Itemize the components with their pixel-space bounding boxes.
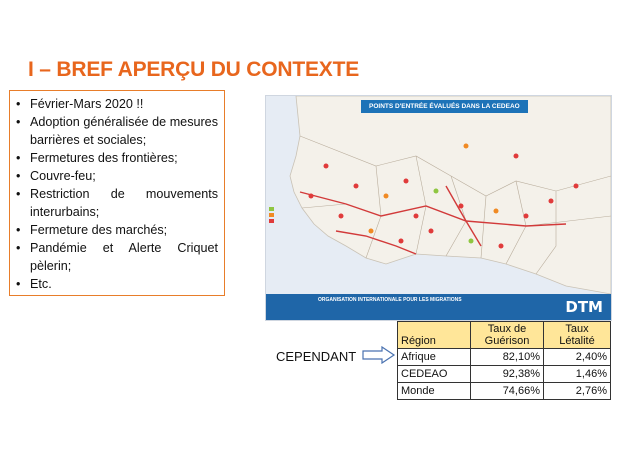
table-header-row [398, 322, 611, 349]
table-row [398, 366, 611, 383]
bullet-item: • Février-Mars 2020 !! [16, 95, 218, 113]
arrow-right-icon [362, 346, 396, 364]
bullet-item: • Etc. [16, 275, 218, 293]
slide-title: I – BREF APERÇU DU CONTEXTE [28, 58, 360, 81]
cell-guerison: 74,66% [471, 383, 544, 400]
cell-guerison: 92,38% [471, 366, 544, 383]
map-graphic [266, 96, 611, 320]
bullet-item: • Restriction de mouvements interurbains; [16, 185, 218, 221]
context-bullet-box [9, 90, 225, 296]
map-footer-org: ORGANISATION INTERNATIONALE POUR LES MIGRATIONS [318, 297, 462, 303]
map-legend [269, 206, 276, 224]
west-africa-map-image [265, 95, 612, 321]
header-region: Région [398, 322, 471, 349]
cell-guerison: 82,10% [471, 349, 544, 366]
cell-letalite: 1,46% [544, 366, 611, 383]
cell-region: Monde [398, 383, 471, 400]
cependant-label: CEPENDANT [276, 349, 357, 364]
cell-letalite: 2,40% [544, 349, 611, 366]
bullet-item: • Pandémie et Alerte Criquet pèlerin; [16, 239, 218, 275]
bullet-item: • Couvre-feu; [16, 167, 218, 185]
table-row [398, 349, 611, 366]
map-banner: POINTS D'ENTRÉE ÉVALUÉS DANS LA CEDEAO [361, 100, 528, 113]
bullet-item: • Fermetures des frontières; [16, 149, 218, 167]
cell-region: Afrique [398, 349, 471, 366]
recovery-lethality-table [397, 321, 611, 400]
header-letalite: Taux Létalité [544, 322, 611, 349]
bullet-item: • Fermeture des marchés; [16, 221, 218, 239]
map-footer [266, 294, 611, 320]
cell-letalite: 2,76% [544, 383, 611, 400]
bullet-item: • Adoption généralisée de mesures barrières et sociales; [16, 113, 218, 149]
cell-region: CEDEAO [398, 366, 471, 383]
dtm-logo: DTM [565, 298, 603, 316]
header-guerison: Taux de Guérison [471, 322, 544, 349]
table-row [398, 383, 611, 400]
